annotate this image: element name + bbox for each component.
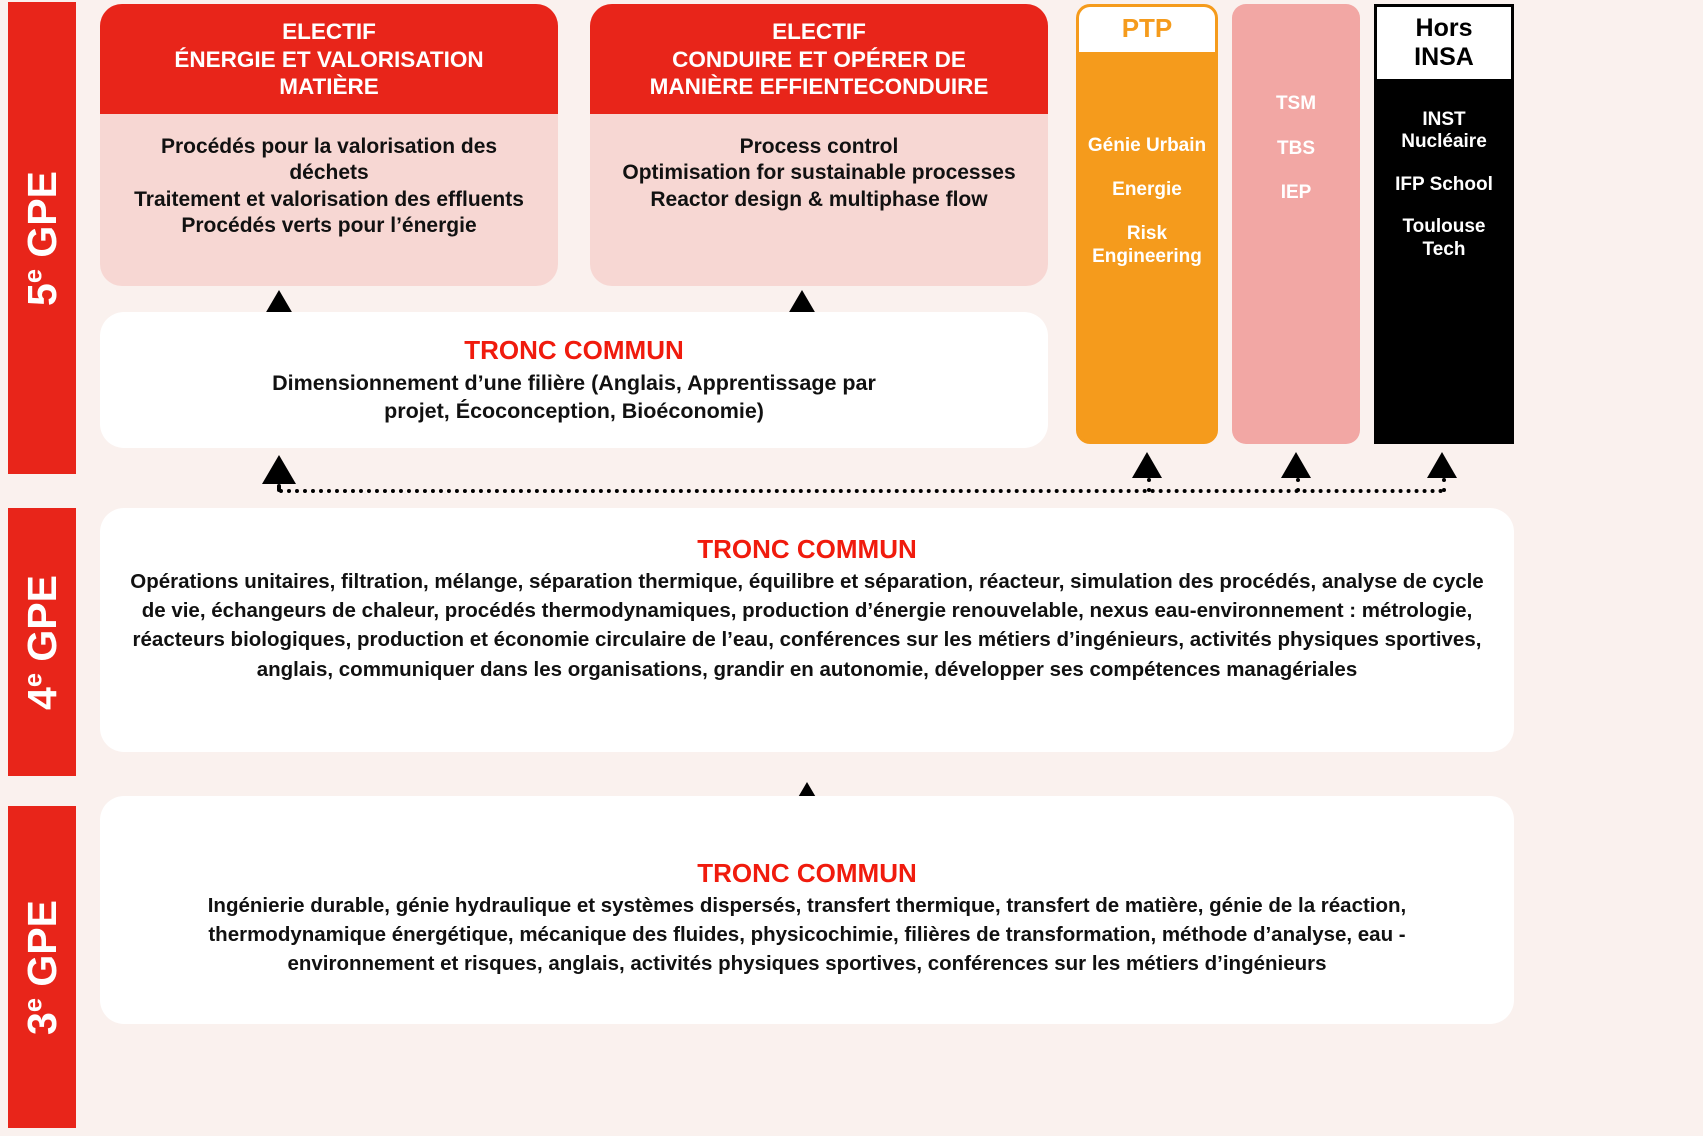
arrow-up-icon-to-hors-insa: [1427, 452, 1457, 478]
tronc-commun-3e-text: Ingénierie durable, génie hydraulique et systèmes dispersés, transfert thermique, transfert de matière, génie de la réaction, thermodynamique énergétique, mécanique des fluides, physicochimie, filières de transformation, méthode d’analyse, eau - environnement et risques, anglais, activités physiques sportives, conférences sur les métiers d’ingénieurs: [207, 894, 1407, 976]
year-number-4: 4: [18, 686, 65, 710]
year-rail-4e-gpe: [8, 508, 76, 776]
column-hors-insa: [1374, 4, 1514, 444]
dotted-connector-vertical-tronc-5e: [277, 484, 281, 492]
arrow-up-icon-to-tronc-5e: [262, 455, 296, 484]
elective-2-items: [590, 114, 1048, 286]
year-number-3: 3: [18, 1011, 65, 1035]
tronc-commun-5e-gpe: [100, 312, 1048, 448]
column-hors-insa-header-line2: INSA: [1414, 42, 1474, 71]
tronc-commun-3e-title: TRONC COMMUN: [697, 858, 917, 888]
dotted-connector-horizontal: [279, 489, 1444, 493]
elective-2-title-line2: CONDUIRE ET OPÉRER DE: [672, 46, 966, 72]
elective-2-title-line3: MANIÈRE EFFIENTECONDUIRE: [649, 74, 989, 100]
elective-1-header: [100, 4, 558, 114]
year-ordinal-3: e: [18, 997, 47, 1012]
column-hors-insa-item: Toulouse Tech: [1402, 216, 1486, 260]
column-partner-item: TBS: [1277, 137, 1315, 159]
tronc-commun-5e-title: TRONC COMMUN: [464, 334, 684, 365]
elective-2-title-line1: ELECTIF: [772, 19, 866, 44]
column-ptp-item: Risk Engineering: [1092, 223, 1202, 267]
year-number-5: 5: [18, 282, 65, 306]
year-rail-3e-gpe: [8, 806, 76, 1128]
elective-card-energie-valorisation-matiere: [100, 4, 558, 286]
column-ptp-item: Génie Urbain: [1087, 134, 1207, 156]
year-rail-5e-gpe: [8, 2, 76, 474]
column-hors-insa-header: [1377, 7, 1511, 79]
arrow-up-icon-to-partner-schools: [1281, 452, 1311, 478]
elective-1-title-line2: ÉNERGIE ET VALORISATION: [174, 46, 484, 72]
year-suffix-5: GPE: [18, 170, 65, 269]
column-hors-insa-items: [1377, 79, 1511, 441]
year-suffix-4: GPE: [18, 574, 65, 673]
arrow-up-icon-to-ptp: [1132, 452, 1162, 478]
elective-2-item: Optimisation for sustainable processes: [622, 161, 1016, 185]
column-hors-insa-item: IFP School: [1395, 173, 1493, 195]
year-ordinal-4: e: [18, 672, 47, 687]
dotted-connector-vertical-ptp: [1147, 478, 1151, 492]
elective-1-item: Procédés verts pour l’énergie: [181, 214, 477, 238]
elective-1-title-line1: ELECTIF: [282, 19, 376, 44]
tronc-commun-3e-gpe: [100, 796, 1514, 1024]
elective-1-items: [100, 114, 558, 286]
elective-2-item: Reactor design & multiphase flow: [650, 187, 988, 211]
tronc-commun-4e-gpe: [100, 508, 1514, 752]
year-label-3e-gpe: [18, 899, 65, 1035]
column-partner-schools: [1232, 4, 1360, 444]
dotted-connector-vertical-hors-insa: [1442, 478, 1446, 492]
elective-1-title-line3: MATIÈRE: [279, 74, 379, 100]
year-label-5e-gpe: [18, 170, 65, 306]
elective-1-item: Traitement et valorisation des effluents: [134, 187, 524, 211]
column-hors-insa-item: INST Nucléaire: [1401, 108, 1487, 153]
column-partner-item: TSM: [1275, 93, 1317, 115]
elective-card-conduire-operer-maniere-effiente: [590, 4, 1048, 286]
tronc-commun-5e-text: Dimensionnement d’une filière (Anglais, Apprentissage par projet, Écoconception, Bioéconomie): [272, 371, 876, 423]
year-ordinal-5: e: [18, 268, 47, 283]
column-ptp: [1076, 4, 1218, 444]
column-hors-insa-header-line1: Hors: [1415, 14, 1473, 42]
column-ptp-item: Energie: [1112, 178, 1182, 200]
elective-2-header: [590, 4, 1048, 114]
year-suffix-3: GPE: [18, 899, 65, 998]
column-partner-item: IEP: [1280, 182, 1312, 204]
column-ptp-header-label: PTP: [1121, 13, 1173, 43]
dotted-connector-vertical-partner: [1296, 478, 1300, 492]
elective-2-item: Process control: [739, 135, 899, 159]
tronc-commun-4e-text: Opérations unitaires, filtration, mélange, séparation thermique, équilibre et séparation, réacteur, simulation des procédés, analyse de cycle de vie, échangeurs de chaleur, procédés thermodynamiques, production d’énergie renouvelable, nexus eau-environnement : métrologie, réacteurs biologiques, production et économie circulaire de l’eau, conférences sur les métiers d’ingénieurs, activités physiques sportives, anglais, communiquer dans les organisations, grandir en autonomie, développer ses compétences managériales: [130, 570, 1484, 681]
column-ptp-header: [1079, 7, 1215, 52]
column-partner-items: [1232, 4, 1360, 444]
tronc-commun-4e-title: TRONC COMMUN: [697, 534, 917, 564]
column-ptp-items: [1079, 52, 1215, 441]
elective-1-item: Procédés pour la valorisation des déchets: [160, 135, 498, 185]
year-label-4e-gpe: [18, 574, 65, 710]
